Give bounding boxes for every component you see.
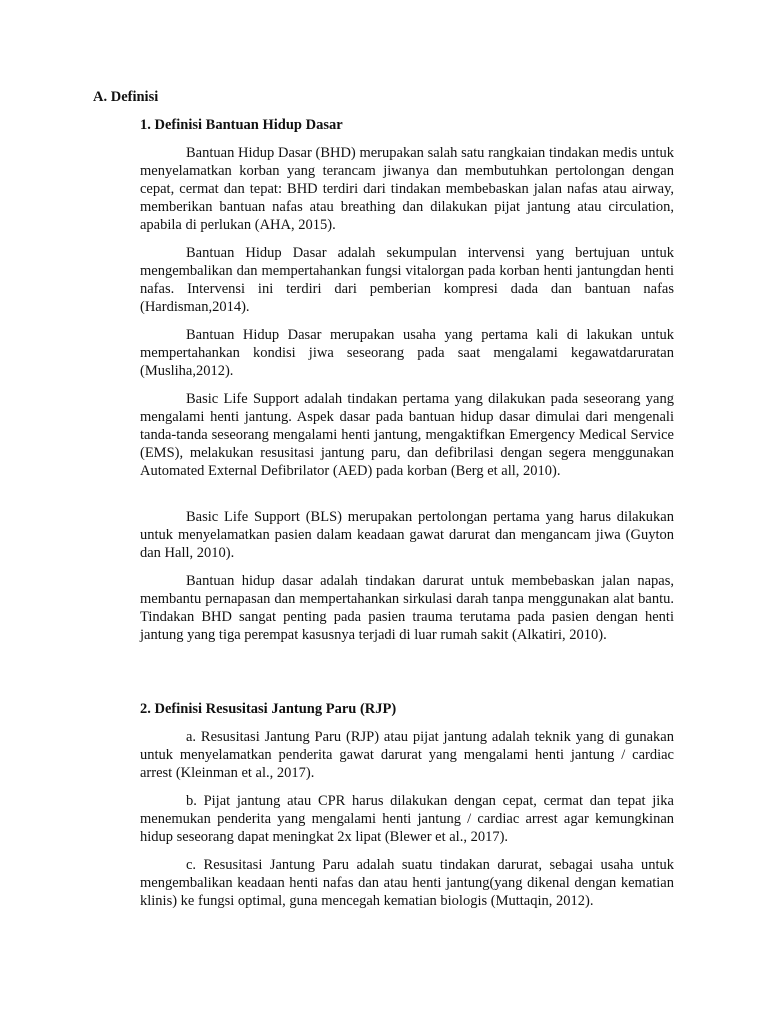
paragraph-bhd-1: Bantuan Hidup Dasar (BHD) merupakan salah satu rangkaian tindakan medis untuk menyelamatkan korban yang terancam jiwanya dan membutuhkan pertolongan dengan cepat, cermat dan tepat: BHD terdiri dari tindakan membebaskan jalan nafas atau airway, memberikan bantuan nafas atau breathing dan dilakukan pijat jantung atau circulation, apabila di perlukan (AHA, 2015). [140,145,674,233]
subsection-title-rjp: 2. Definisi Resusitasi Jantung Paru (RJP) [140,701,397,717]
subsection-title-bhd: 1. Definisi Bantuan Hidup Dasar [140,117,343,133]
paragraph-rjp-c: c. Resusitasi Jantung Paru adalah suatu tindakan darurat, sebagai usaha untuk mengembalikan keadaan henti nafas dan atau henti jantung(yang dikenal dengan kematian klinis) ke fungsi optimal, guna mencegah kematian biologis (Muttaqin, 2012). [140,857,674,909]
paragraph-bhd-3: Bantuan Hidup Dasar merupakan usaha yang pertama kali di lakukan untuk mempertahankan kondisi jiwa seseorang pada saat mengalami kegawatdaruratan (Musliha,2012). [140,327,674,379]
paragraph-bhd-4: Basic Life Support adalah tindakan pertama yang dilakukan pada seseorang yang mengalami henti jantung. Aspek dasar pada bantuan hidup dasar dimulai dari mengenali tanda-tanda seseorang mengalami henti jantung, mengaktifkan Emergency Medical Service (EMS), melakukan resusitasi jantung paru, dan defibrilasi dengan segera menggunakan Automated External Defibrilator (AED) pada korban (Berg et all, 2010). [140,391,674,479]
paragraph-rjp-a: a. Resusitasi Jantung Paru (RJP) atau pijat jantung adalah teknik yang di gunakan untuk menyelamatkan penderita gawat darurat yang mengalami henti jantung / cardiac arrest (Kleinman et al., 2017). [140,729,674,781]
paragraph-bhd-2: Bantuan Hidup Dasar adalah sekumpulan intervensi yang bertujuan untuk mengembalikan dan mempertahankan fungsi vitalorgan pada korban henti jantungdan henti nafas. Intervensi ini terdiri dari pemberian kompresi dada dan bantuan nafas (Hardisman,2014). [140,245,674,315]
section-heading: A. Definisi [93,89,159,105]
paragraph-bhd-6: Bantuan hidup dasar adalah tindakan darurat untuk membebaskan jalan napas, membantu pernapasan dan mempertahankan sirkulasi darah tanpa menggunakan alat bantu. Tindakan BHD sangat penting pada pasien trauma terutama pada pasien dengan henti jantung yang tiga perempat kasusnya terjadi di luar rumah sakit (Alkatiri, 2010). [140,573,674,643]
paragraph-bhd-5: Basic Life Support (BLS) merupakan pertolongan pertama yang harus dilakukan untuk menyelamatkan pasien dalam keadaan gawat darurat dan mengancam jiwa (Guyton dan Hall, 2010). [140,509,674,561]
paragraph-rjp-b: b. Pijat jantung atau CPR harus dilakukan dengan cepat, cermat dan tepat jika menemukan penderita yang mengalami henti jantung / cardiac arrest agar kemungkinan hidup seseorang dapat meningkat 2x lipat (Blewer et al., 2017). [140,793,674,845]
